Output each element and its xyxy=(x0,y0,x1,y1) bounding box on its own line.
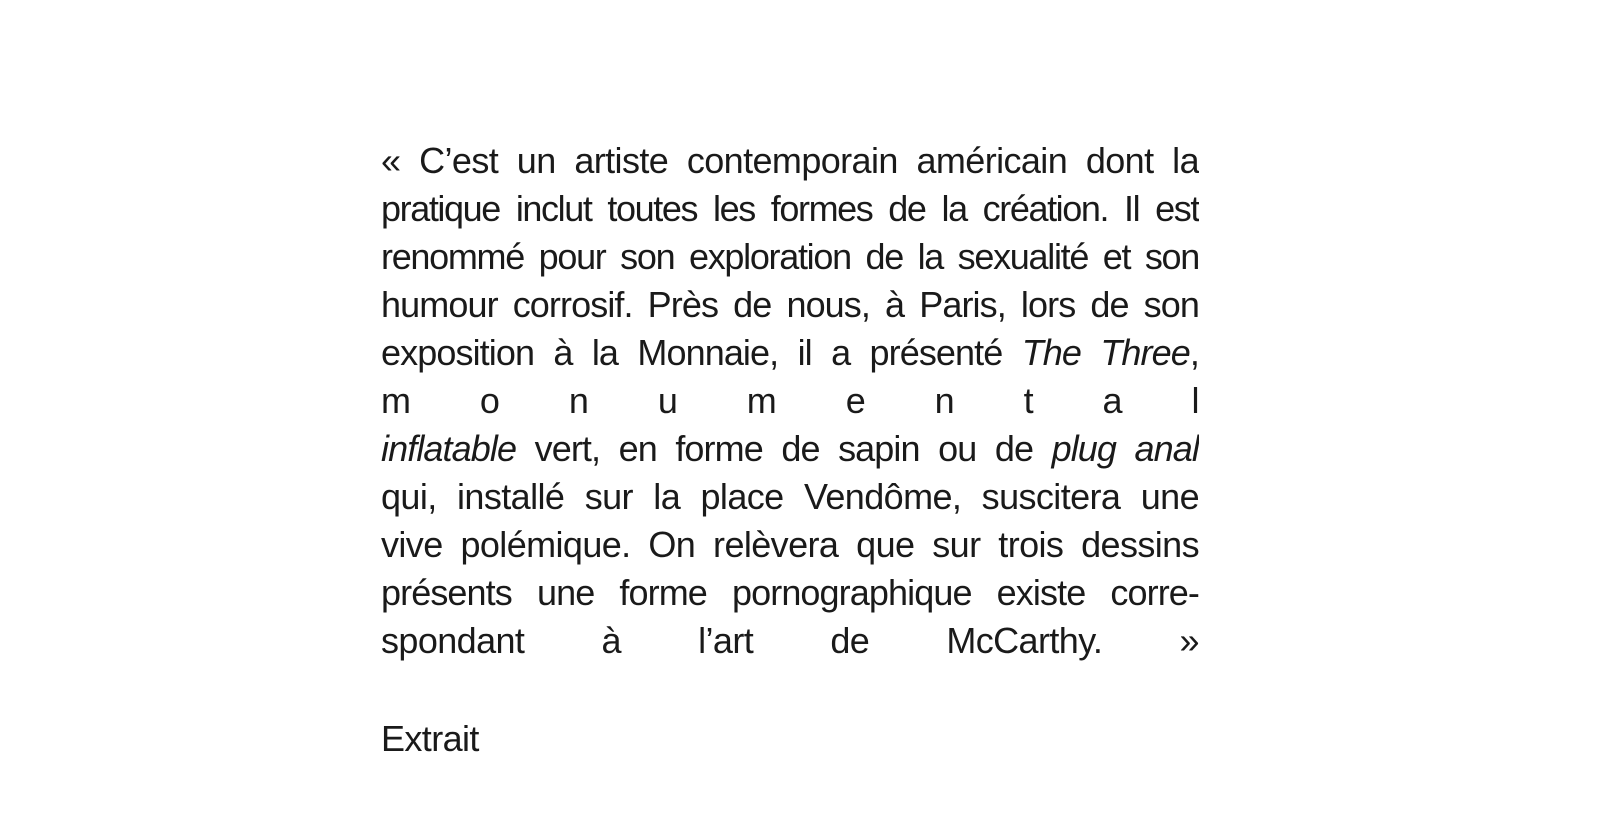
quote-line-6 xyxy=(381,377,1199,425)
spread-word: à xyxy=(601,620,621,661)
italic-term-inflatable: inflatable xyxy=(381,428,517,469)
spread-letter: a xyxy=(1102,380,1122,421)
spread-word: de xyxy=(830,620,870,661)
spread-word: spondant xyxy=(381,620,525,661)
quote-line-5 xyxy=(381,329,1199,377)
spread-letter: l xyxy=(1191,380,1199,421)
quote-paragraph xyxy=(381,137,1199,665)
extract-label: Extrait xyxy=(381,718,479,759)
quote-line-10: présents une forme pornographique existe corre- xyxy=(381,572,1199,613)
spread-letter: u xyxy=(657,380,678,421)
spread-letter: e xyxy=(845,380,866,421)
quote-line-7 xyxy=(381,425,1199,473)
spread-word: » xyxy=(1179,620,1199,661)
quote-line-1: « C’est un artiste contemporain américain dont la xyxy=(381,140,1199,181)
spread-letter: o xyxy=(479,380,500,421)
quote-line-4: humour corrosif. Près de nous, à Paris, lors de son xyxy=(381,284,1199,325)
quote-line-11 xyxy=(381,617,1199,665)
spread-letter: m xyxy=(381,380,411,421)
quote-line-8: qui, installé sur la place Vendôme, suscitera une xyxy=(381,476,1199,517)
quote-line-7-text: vert, en forme de sapin ou de xyxy=(516,428,1052,469)
quote-line-3: renommé pour son exploration de la sexualité et son xyxy=(381,236,1199,277)
quote-line-5-text: exposition à la Monnaie, il a présenté xyxy=(381,332,1022,373)
spread-word: McCarthy. xyxy=(946,620,1103,661)
spread-letter: n xyxy=(934,380,955,421)
italic-term-plug-anal: plug anal xyxy=(1051,428,1199,469)
quote-line-9: vive polémique. On relèvera que sur trois dessins xyxy=(381,524,1199,565)
artwork-title-the-three: The Three xyxy=(1021,332,1190,373)
quote-line-5-comma: , xyxy=(1189,332,1199,373)
spread-word: l’art xyxy=(698,620,754,661)
quote-line-2: pratique inclut toutes les formes de la création. Il est xyxy=(381,188,1199,229)
spread-letter: n xyxy=(568,380,589,421)
spread-letter: m xyxy=(746,380,777,421)
spread-letter: t xyxy=(1023,380,1034,421)
